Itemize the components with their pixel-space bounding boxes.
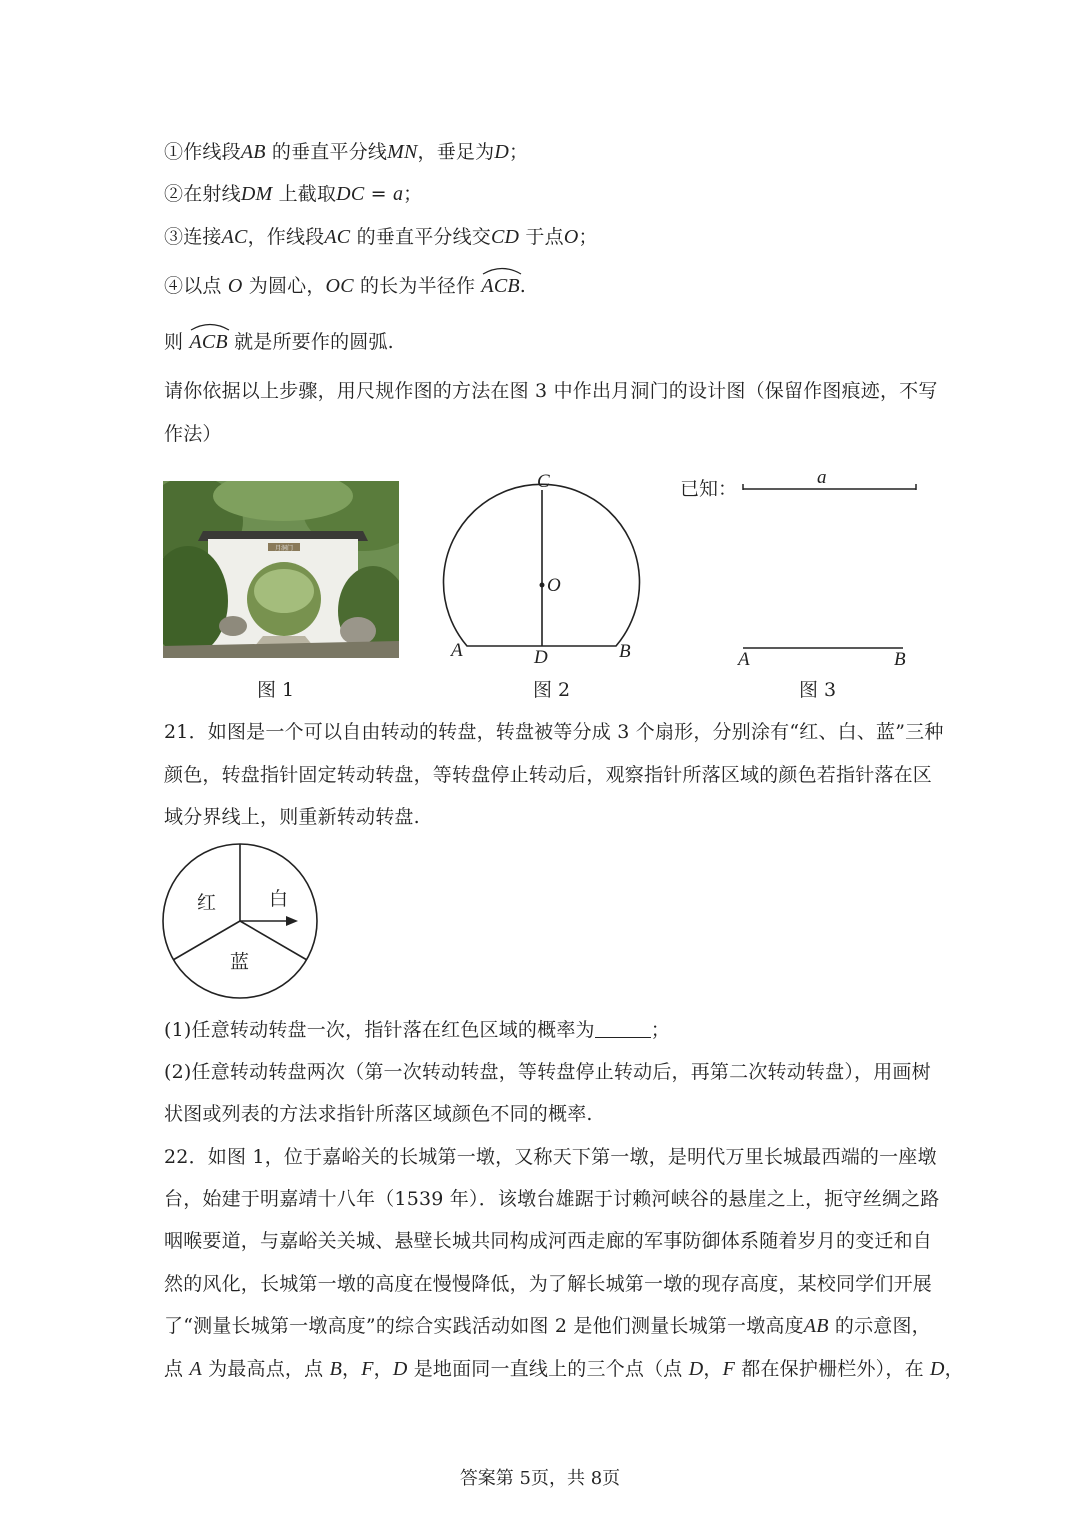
math-ab: AB [240,141,266,163]
math-d: D [930,1358,945,1380]
arc-symbol-icon [189,321,231,331]
figure-2-caption: 图 2 [533,679,571,701]
math-d: D [392,1358,408,1380]
sector-divider [240,921,307,960]
text: ③连接 [164,226,222,248]
q22-line-6 [164,1356,964,1382]
label-b: B [619,641,631,662]
spinner-diagram [160,842,324,1006]
text: ，垂足为 [417,141,495,163]
math-mn: MN [387,141,418,163]
instruction-line-1: 请你依据以上步骤，用尺规作图的方法在图 3 中作出月洞门的设计图（保留作图痕迹，不写 [164,380,938,402]
text: ； [650,1019,670,1041]
arc-notation [189,329,227,355]
figure-1-caption: 图 1 [257,679,295,701]
label-b: B [894,649,906,670]
text: 为圆心， [242,275,326,297]
text: . [519,275,527,297]
math-o: O [227,275,243,297]
text: 的长为半径作 [353,275,482,297]
math-ac: AC [324,226,351,248]
moon-gate-photo [163,481,399,658]
label-a: A [451,640,463,661]
text: (1)任意转动转盘一次，指针落在红色区域的概率为 [164,1019,595,1041]
math-ab: AB [803,1315,829,1337]
answer-blank[interactable] [595,1017,651,1038]
math-a: A [189,1358,202,1380]
text: 是地面同一直线上的三个点（点 [407,1358,689,1380]
q22-line-2: 台，始建于明嘉靖十八年（1539 年）．该墩台雄踞于讨赖河峡谷的悬崖之上，扼守丝绸之路 [164,1188,940,1210]
moon-gate-illustration [163,481,399,658]
math-d: D [688,1358,704,1380]
known-label: 已知： [680,478,738,500]
text: 的垂直平分线交 [350,226,491,248]
math-eq: = [364,183,393,205]
pointer-arrow-icon [286,916,298,926]
text: ； [578,226,598,248]
arc-symbol-icon [481,265,523,275]
text: ，作线段 [247,226,325,248]
text: 了“测量长城第一墩高度”的综合实践活动如图 2 是他们测量长城第一墩高度 [164,1315,804,1337]
sector-white-label: 白 [269,888,289,910]
text: ①作线段 [164,141,241,163]
text: ， [944,1358,964,1380]
math-b: B [329,1358,342,1380]
sector-red-label: 红 [197,892,217,914]
math-dm: DM [240,183,273,205]
figure-3-caption: 图 3 [799,679,837,701]
math-o: O [563,226,579,248]
label-a-length: a [817,467,827,488]
conclusion [164,329,924,355]
step-3 [164,224,924,250]
text: ， [703,1358,723,1380]
math-d: D [494,141,509,163]
text: ④以点 [164,275,228,297]
math-acb: ACB [481,275,520,297]
q21-part-1 [164,1017,924,1043]
text: 上截取 [272,183,337,205]
label-o: O [547,575,561,596]
label-a: A [738,649,750,670]
q21-line-2: 颜色，转盘指针固定转动转盘，等转盘停止转动后，观察指针所落区域的颜色若指针落在区 [164,764,933,786]
text: ， [341,1358,362,1380]
text: ； [508,141,529,163]
math-dc: DC [336,183,365,205]
step-4 [164,273,924,299]
text: 的垂直平分线 [265,141,388,163]
text: 于点 [519,226,564,248]
text: ， [373,1358,393,1380]
q21-part-2-line-2: 状图或列表的方法求指针所落区域颜色不同的概率. [164,1103,593,1125]
arc-notation [481,273,519,299]
q22-line-5 [164,1313,931,1339]
figure-2-moon-gate-diagram [440,468,655,668]
text: 的示意图， [828,1315,931,1337]
text: ②在射线 [164,183,241,205]
math-f: F [361,1358,374,1380]
math-f: F [722,1358,736,1380]
text: 为最高点，点 [201,1358,330,1380]
page-footer: 答案第 5页，共 8页 [459,1468,621,1489]
text: 则 [164,331,190,353]
math-a: a [392,183,404,205]
math-oc: OC [325,275,354,297]
step-2 [164,181,924,207]
text: 点 [164,1358,190,1380]
step-1 [164,139,924,165]
center-point-o [540,583,545,588]
instruction-line-2: 作法） [164,423,222,445]
text: 就是所要作的圆弧. [227,331,394,353]
label-c: C [537,471,550,492]
math-acb: ACB [189,331,228,353]
q21-line-3: 域分界线上，则重新转动转盘. [164,806,420,828]
figure-3-construction-area [735,464,925,674]
q21-part-2-line-1: (2)任意转动转盘两次（第一次转动转盘，等转盘停止转动后，再第二次转动转盘），用画树 [164,1061,931,1083]
q21-line-1: 21．如图是一个可以自由转动的转盘，转盘被等分成 3 个扇形，分别涂有“红、白、蓝”三种 [164,721,944,743]
math-ac: AC [221,226,248,248]
gate-sign: 月洞门 [274,545,294,552]
text: ； [403,183,423,205]
text: 都在保护栅栏外），在 [735,1358,931,1380]
math-cd: CD [491,226,520,248]
sector-blue-label: 蓝 [230,951,250,973]
q22-line-4: 然的风化，长城第一墩的高度在慢慢降低，为了解长城第一墩的现存高度，某校同学们开展 [164,1273,933,1295]
q22-line-3: 咽喉要道，与嘉峪关关城、悬壁长城共同构成河西走廊的军事防御体系随着岁月的变迁和自 [164,1230,933,1252]
label-d: D [534,647,548,668]
q22-line-1: 22．如图 1，位于嘉峪关的长城第一墩，又称天下第一墩，是明代万里长城最西端的一座墩 [164,1146,937,1168]
